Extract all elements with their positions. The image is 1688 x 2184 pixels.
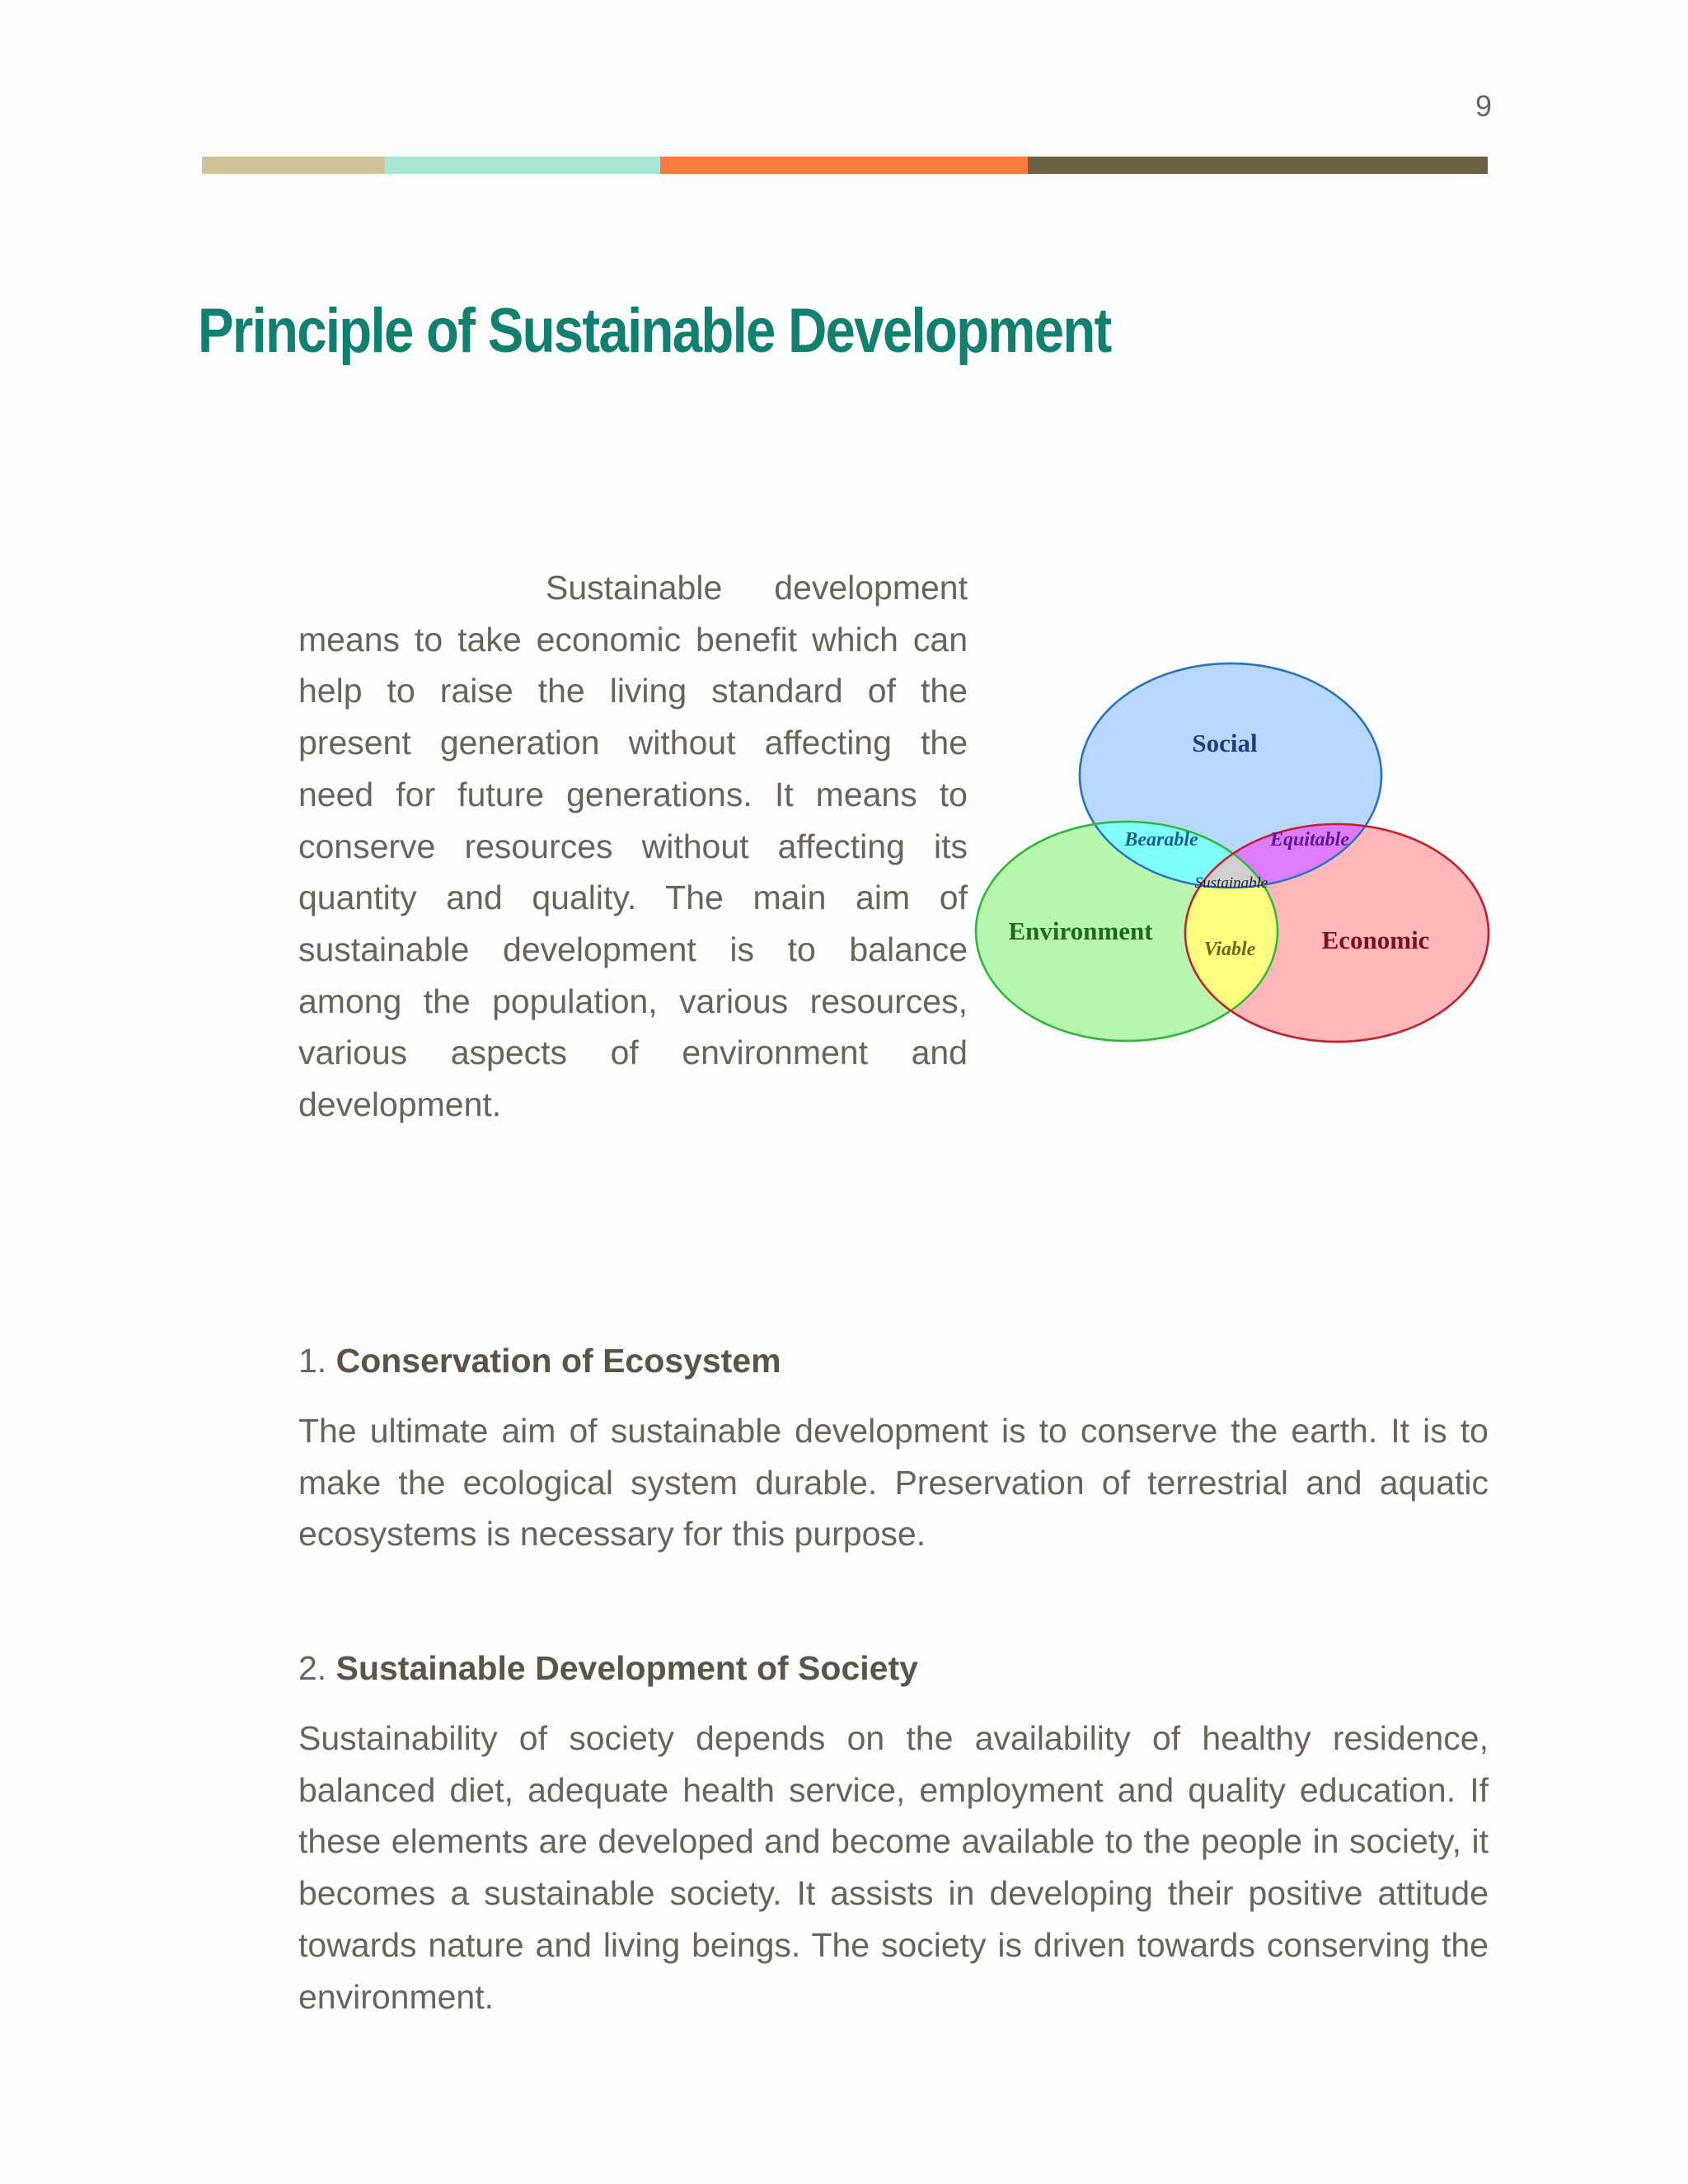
page-number: 9 (1475, 89, 1492, 123)
social-label: Social (1192, 729, 1258, 757)
equitable-label: Equitable (1269, 829, 1350, 851)
section-number: 2. (298, 1649, 327, 1687)
venn-diagram (973, 659, 1492, 1047)
color-bar-segment (660, 157, 1028, 174)
intro-paragraph (298, 562, 968, 1131)
viable-label: Viable (1203, 939, 1256, 960)
section-heading: Sustainable Development of Society (335, 1649, 918, 1687)
section-1-title (298, 1335, 1493, 1386)
header-color-bar (202, 157, 1488, 174)
color-bar-segment (1028, 157, 1488, 174)
intro-text: Sustainable development means to take economic benefit which can help to raise the living standard of the present generation without affecting the need for future generations. It means to conserve resources without affecting its quantity and quality. The main aim of sustainable development is to balance among the population, various resources, various aspects of environment and development. (298, 569, 968, 1124)
section-1-body: The ultimate aim of sustainable development is to conserve the earth. It is to make the ecological system durable. Preservation of terrestrial and aquatic ecosystems is necessary for this purpose. (298, 1412, 1489, 1554)
section-heading: Conservation of Ecosystem (335, 1342, 781, 1380)
environment-label: Environment (1008, 916, 1153, 945)
sustainable-label: Sustainable (1194, 874, 1268, 892)
color-bar-segment (385, 157, 660, 174)
bearable-label: Bearable (1124, 829, 1198, 851)
color-bar-segment (202, 157, 385, 174)
economic-label: Economic (1321, 926, 1430, 954)
section-2-body: Sustainability of society depends on the availability of healthy residence, balanced diet, adequate health service, employment and quality education. If these elements are developed and become available to the people in society, it becomes a sustainable society. It assists in developing their positive attitude towards nature and living beings. The society is driven towards conserving the environment. (298, 1719, 1489, 2016)
page-title: Principle of Sustainable Development (198, 296, 1111, 366)
section-2-title (298, 1643, 1493, 1694)
section-number: 1. (298, 1342, 327, 1380)
